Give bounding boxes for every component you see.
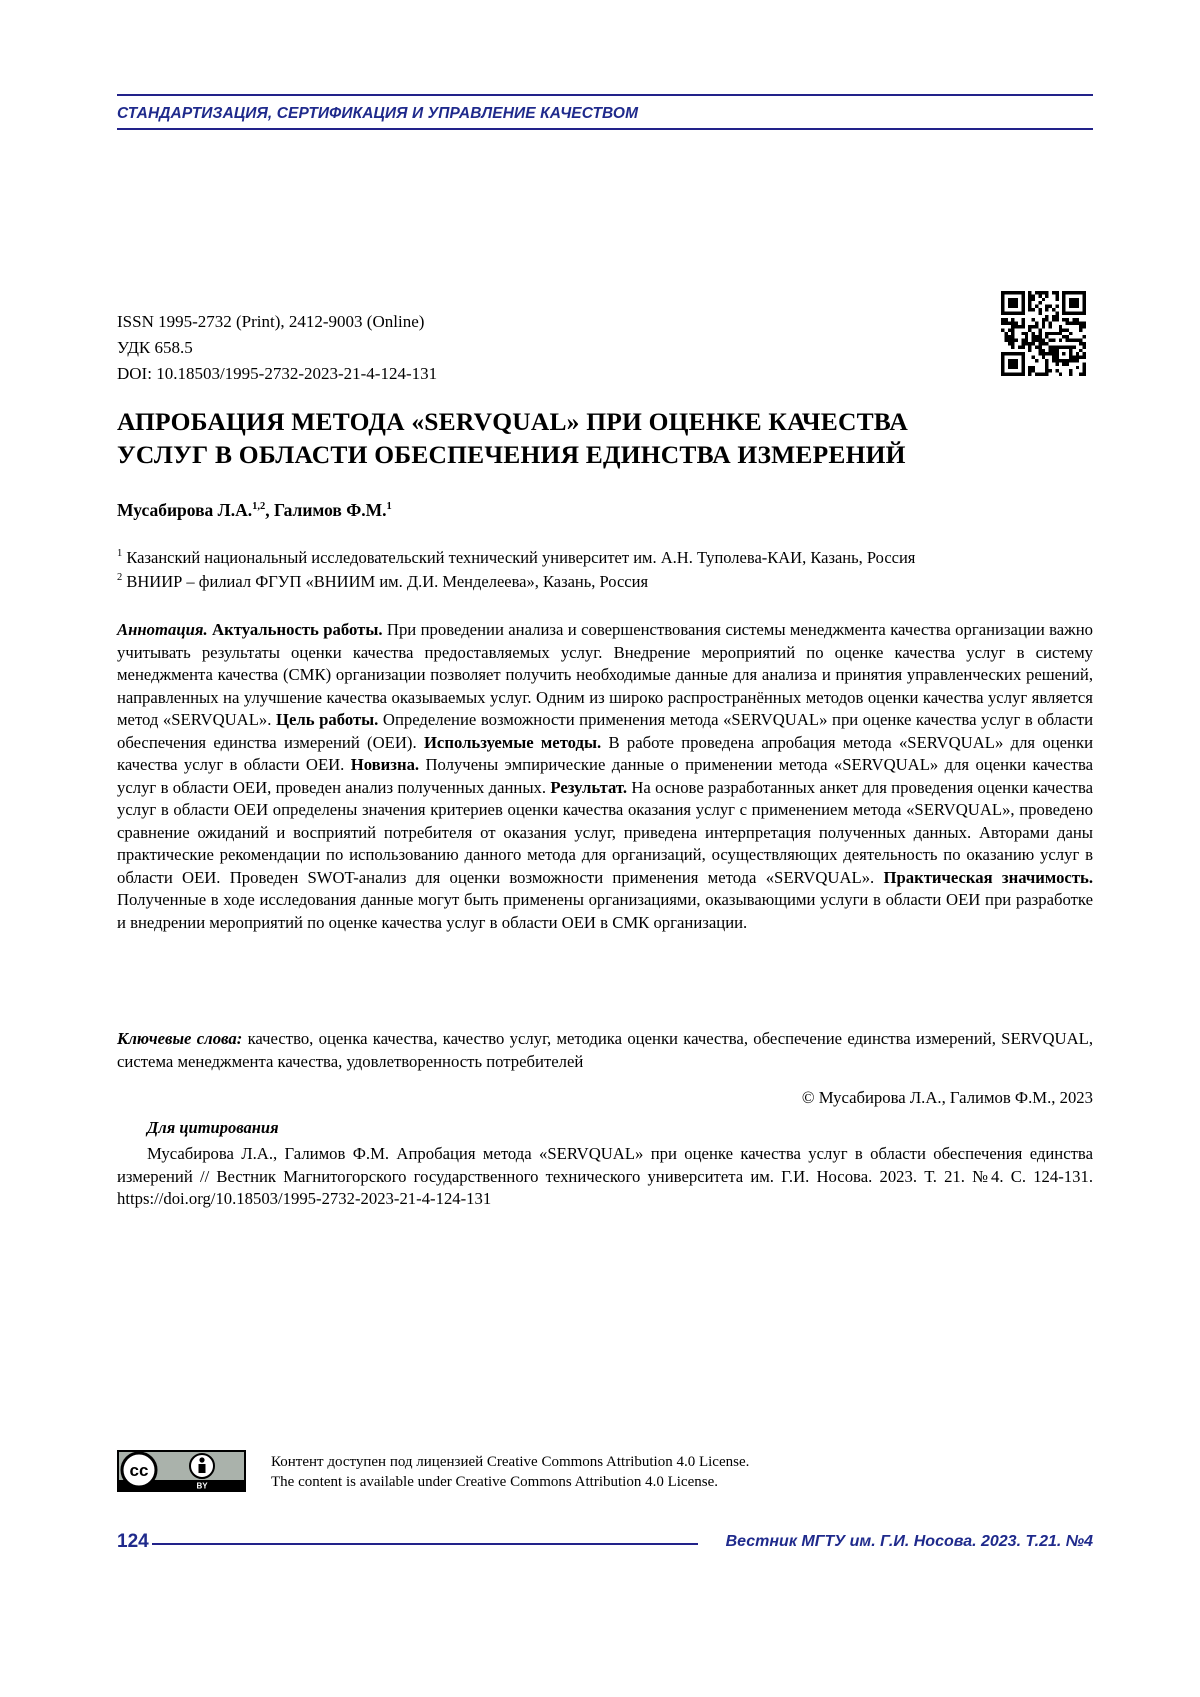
author-2-affil: 1 [386,501,392,512]
relevance-text: При проведении анализа и совершенствования системы менеджмента качества организации важно учитывать результаты оценки качества предоставляемых услуг. Внедрение мероприятий по оценке качества услуг в систему менеджмента качества (СМК) организации позволяет получить необходимые данные для анализа и принятия управленческих решений, направленных на улучшение качества оказываемых услуг. Одним из широко распространённых методов оценки качества услуг является метод «SERVQUAL». [117,620,1093,729]
keywords-label: Ключевые слова: [117,1029,243,1048]
affiliation-2-text: ВНИИР – филиал ФГУП «ВНИИМ им. Д.И. Менделеева», Казань, Россия [126,572,649,591]
title-line-1: АПРОБАЦИЯ МЕТОДА «SERVQUAL» ПРИ ОЦЕНКЕ КАЧЕСТВА [117,407,908,436]
qr-code [1001,291,1086,376]
udk: УДК 658.5 [117,338,193,357]
methods-label: Используемые методы. [423,732,602,752]
copyright: © Мусабирова Л.А., Галимов Ф.М., 2023 [801,1088,1093,1107]
citation-text: Мусабирова Л.А., Галимов Ф.М. Апробация метода «SERVQUAL» при оценке качества услуг в области обеспечения единства измерений // Вестник Магнитогорского государственного технического университета им. Г.И. Носова. 2023. Т. 21. №4. С. 124-131. https://doi.org/10.18503/1995-2732-2023-21-4-124-131 [117,1144,1093,1208]
goal-label: Цель работы. [275,710,379,729]
practical-text: Полученные в ходе исследования данные могут быть применены организациями, оказывающими услуги в области ОЕИ при разработке и внедрении мероприятий по оценке качества услуг в области ОЕИ в СМК организации. [117,890,1093,932]
methods-text: В работе проведена апробация метода «SERVQUAL» для оценки качества услуг в области ОЕИ. [117,732,1094,774]
practical-label: Практическая значимость. [883,867,1094,887]
abstract [117,619,1093,934]
header-bottom-rule [117,128,1093,130]
result-text: На основе разработанных анкет для проведения оценки качества услуг в области ОЕИ определены значения критериев оценки качества оказания услуг с применением метода «SERVQUAL», проведено сравнение ожиданий и восприятий потребителя от оказания услуг, приведена интерпретация полученных данных. Авторами даны практические рекомендации по использованию данного метода для организаций, осуществляющих деятельность по оказанию услуг в области ОЕИ. Проведен SWOT-анализ для оценки возможности применения метода «SERVQUAL». [117,777,1094,887]
doi: DOI: 10.18503/1995-2732-2023-21-4-124-131 [117,364,438,383]
relevance-label: Актуальность работы. [212,620,383,639]
keywords [117,1028,1093,1073]
cc-by-license-badge [117,1450,246,1492]
license-text [271,1452,749,1492]
novelty-label: Новизна. [350,755,420,774]
result-label: Результат. [550,777,628,797]
issn: ISSN 1995-2732 (Print), 2412-9003 (Online) [117,312,425,331]
license-line-en: The content is available under Creative Commons Attribution 4.0 License. [271,1474,718,1490]
author-separator: , [265,500,270,520]
abstract-label: Аннотация. [117,620,208,639]
affiliation-1-num: 1 [117,548,123,559]
page-number: 124 [117,1531,149,1552]
affiliation-2 [117,570,1093,594]
license-line-ru: Контент доступен под лицензией Creative Commons Attribution 4.0 License. [271,1454,750,1470]
affiliation-2-num: 2 [117,572,123,583]
goal-text: Определение возможности применения метода «SERVQUAL» при оценке качества услуг в области обеспечения единства измерений (ОЕИ). [117,710,1094,752]
citation-heading: Для цитирования [147,1118,279,1137]
section-title: СТАНДАРТИЗАЦИЯ, СЕРТИФИКАЦИЯ И УПРАВЛЕНИЕ КАЧЕСТВОМ [117,105,639,122]
journal-reference: Вестник МГТУ им. Г.И. Носова. 2023. Т.21. №4 [725,1533,1093,1550]
by-label: BY [196,1481,208,1491]
novelty-text: Получены эмпирические данные о применении метода «SERVQUAL» для оценки качества услуг в области ОЕИ, проведен анализ полученных данных. [117,755,1094,797]
affiliation-1 [117,546,1093,570]
author-1-affil: 1,2 [252,501,266,512]
authors [117,500,392,521]
attribution-icon [199,1457,204,1462]
footer-rule [152,1543,698,1545]
affiliations [117,546,1093,594]
author-2: Галимов Ф.М. [274,500,387,520]
author-1: Мусабирова Л.А. [117,500,253,520]
article-title [117,405,1077,471]
cc-icon: cc [129,1461,149,1480]
title-line-2: УСЛУГ В ОБЛАСТИ ОБЕСПЕЧЕНИЯ ЕДИНСТВА ИЗМЕРЕНИЙ [117,440,906,469]
affiliation-1-text: Казанский национальный исследовательский технический университет им. А.Н. Туполева-КАИ, Казань, Россия [126,548,916,567]
keywords-text: качество, оценка качества, качество услуг, методика оценки качества, обеспечение единства измерений, SERVQUAL, система менеджмента качества, удовлетворенность потребителей [117,1029,1094,1071]
header-top-rule [117,94,1093,96]
